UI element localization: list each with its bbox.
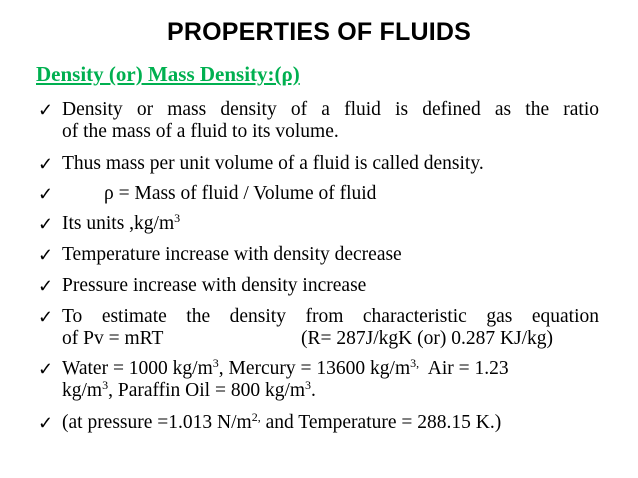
air-density-unit: kg/m [62, 380, 103, 401]
superscript: 3 [174, 211, 181, 225]
units-text: Its units ,kg/m [62, 213, 175, 234]
bullet-line [62, 412, 501, 434]
bullet-line: To estimate the density from characteristic gas equation [62, 306, 599, 327]
checkmark-icon: ✓ [38, 245, 54, 265]
checkmark-icon: ✓ [38, 276, 54, 296]
temperature-condition: and Temperature = 288.15 K.) [260, 412, 502, 433]
bullet-line [62, 358, 509, 380]
mercury-density: , Mercury = 13600 kg/m [218, 358, 411, 379]
pressure-condition: (at pressure =1.013 N/m [62, 412, 252, 433]
slide-title: PROPERTIES OF FLUIDS [166, 18, 472, 46]
paraffin-density: , Paraffin Oil = 800 kg/m [108, 380, 306, 401]
bullet-line [62, 380, 316, 402]
checkmark-icon: ✓ [38, 100, 54, 120]
air-density: Air = 1.23 [419, 358, 509, 379]
bullet-line [62, 328, 163, 350]
bullet-line: Temperature increase with density decrease [62, 244, 402, 265]
period: . [311, 380, 316, 401]
section-heading: Density (or) Mass Density:(ρ) [36, 62, 300, 86]
gas-constant: (R= 287J/kgK (or) 0.287 KJ/kg) [301, 328, 554, 349]
superscript: 3 [102, 378, 109, 392]
bullet-line: Pressure increase with density increase [62, 275, 367, 296]
checkmark-icon: ✓ [38, 214, 54, 234]
superscript: 3, [410, 356, 420, 370]
checkmark-icon: ✓ [38, 307, 54, 327]
formula-line: ρ = Mass of fluid / Volume of fluid [104, 183, 377, 204]
bullet-line: Thus mass per unit volume of a fluid is called density. [62, 153, 484, 174]
superscript: 3 [305, 378, 312, 392]
bullet-line: of the mass of a fluid to its volume. [62, 121, 339, 142]
bullet-line [62, 213, 180, 235]
checkmark-icon: ✓ [38, 413, 54, 433]
checkmark-icon: ✓ [38, 154, 54, 174]
water-density: Water = 1000 kg/m [62, 358, 213, 379]
checkmark-icon: ✓ [38, 359, 54, 379]
gas-equation: of Pv = mRT [62, 328, 164, 349]
superscript: 3 [212, 356, 219, 370]
superscript: 2, [251, 410, 261, 424]
bullet-line: Density or mass density of a fluid is defined as the ratio [62, 99, 599, 120]
checkmark-icon: ✓ [38, 184, 54, 204]
